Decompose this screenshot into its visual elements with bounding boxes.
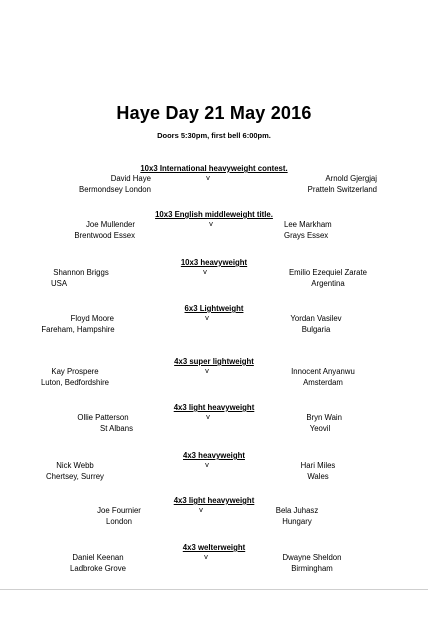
versus-separator: v <box>206 173 210 182</box>
fighter-name: Nick Webb <box>56 461 94 470</box>
page-divider <box>0 589 428 590</box>
fighter-hometown: Bermondsey London <box>79 185 151 194</box>
bout <box>0 451 428 485</box>
fighter-name: Lee Markham <box>284 220 332 229</box>
versus-separator: v <box>205 313 209 322</box>
bout <box>0 210 428 244</box>
versus-separator: v <box>209 219 213 228</box>
right-fighter <box>284 219 332 241</box>
fighter-hometown: Wales <box>307 472 329 481</box>
fighter-name: Emilio Ezequiel Zarate <box>288 268 367 277</box>
bout <box>0 543 428 577</box>
fighter-name: Floyd Moore <box>70 314 114 323</box>
versus-separator: v <box>206 412 210 421</box>
right-fighter <box>287 366 359 388</box>
bout <box>0 258 428 292</box>
fighter-hometown: Chertsey, Surrey <box>46 472 104 481</box>
fighter-name: Hari Miles <box>300 461 336 470</box>
left-fighter <box>35 366 115 388</box>
left-fighter <box>42 460 108 482</box>
fighter-hometown: Pratteln Switzerland <box>307 185 377 194</box>
fighter-name: Joe Mullender <box>86 220 135 229</box>
fighter-name: Dwayne Sheldon <box>282 553 342 562</box>
versus-separator: v <box>205 366 209 375</box>
bout-type: 10x3 English middleweight title. <box>155 210 273 219</box>
versus-separator: v <box>203 267 207 276</box>
fighter-name: Ollie Patterson <box>77 413 129 422</box>
bout <box>0 357 428 391</box>
fighter-name: David Haye <box>110 174 151 183</box>
fighter-name: Daniel Keenan <box>72 553 124 562</box>
versus-separator: v <box>199 505 203 514</box>
fighter-name: Kay Prospere <box>51 367 99 376</box>
right-fighter <box>272 505 322 527</box>
fighter-hometown: Hungary <box>282 517 312 526</box>
bout-type: 10x3 International heavyweight contest. <box>140 164 288 173</box>
fighter-hometown: USA <box>51 279 68 288</box>
fighter-name: Innocent Anyanwu <box>291 367 355 376</box>
right-fighter <box>282 313 350 335</box>
left-fighter <box>73 412 133 434</box>
bout <box>0 304 428 338</box>
fighter-name: Bryn Wain <box>306 413 342 422</box>
right-fighter <box>272 173 377 195</box>
fighter-hometown: Bulgaria <box>301 325 331 334</box>
fighter-hometown: Luton, Bedfordshire <box>40 378 110 387</box>
bout-type: 4x3 welterweight <box>182 543 246 552</box>
fighter-hometown: Brentwood Essex <box>74 231 135 240</box>
fighter-hometown: Argentina <box>311 279 345 288</box>
left-fighter <box>79 173 151 195</box>
left-fighter <box>74 219 135 241</box>
fighter-name: Joe Fournier <box>97 506 141 515</box>
bout-type: 4x3 light heavyweight <box>173 496 255 505</box>
fighter-hometown: Fareham, Hampshire <box>41 325 115 334</box>
right-fighter <box>277 552 347 574</box>
right-fighter <box>278 267 378 289</box>
versus-separator: v <box>205 460 209 469</box>
fighter-name: Bela Juhasz <box>275 506 319 515</box>
bout-type: 4x3 heavyweight <box>183 451 245 460</box>
fighter-name: Shannon Briggs <box>53 268 109 277</box>
right-fighter <box>296 460 340 482</box>
fighter-hometown: St Albans <box>100 424 133 433</box>
bout-type: 10x3 heavyweight <box>180 258 248 267</box>
bout-type: 4x3 super lightweight <box>174 357 254 366</box>
fighter-hometown: Ladbroke Grove <box>70 564 126 573</box>
bout <box>0 164 428 198</box>
left-fighter <box>51 267 111 289</box>
bout-type: 6x3 Lightweight <box>184 304 244 313</box>
fighter-hometown: London <box>105 517 133 526</box>
fighter-name: Yordan Vasilev <box>290 314 342 323</box>
bout <box>0 403 428 437</box>
fighter-hometown: Birmingham <box>291 564 333 573</box>
bout <box>0 496 428 530</box>
left-fighter <box>62 552 134 574</box>
bout-type: 4x3 light heavyweight <box>173 403 255 412</box>
right-fighter <box>298 412 342 434</box>
fighter-name: Arnold Gjergjaj <box>325 174 377 183</box>
fighter-hometown: Amsterdam <box>303 378 343 387</box>
versus-separator: v <box>204 552 208 561</box>
event-title: Haye Day 21 May 2016 <box>116 103 312 123</box>
fighter-hometown: Yeovil <box>309 424 331 433</box>
left-fighter <box>36 313 120 335</box>
fighter-hometown: Grays Essex <box>284 231 329 240</box>
doors-time: Doors 5:30pm, first bell 6:00pm. <box>157 131 271 140</box>
left-fighter <box>93 505 145 527</box>
